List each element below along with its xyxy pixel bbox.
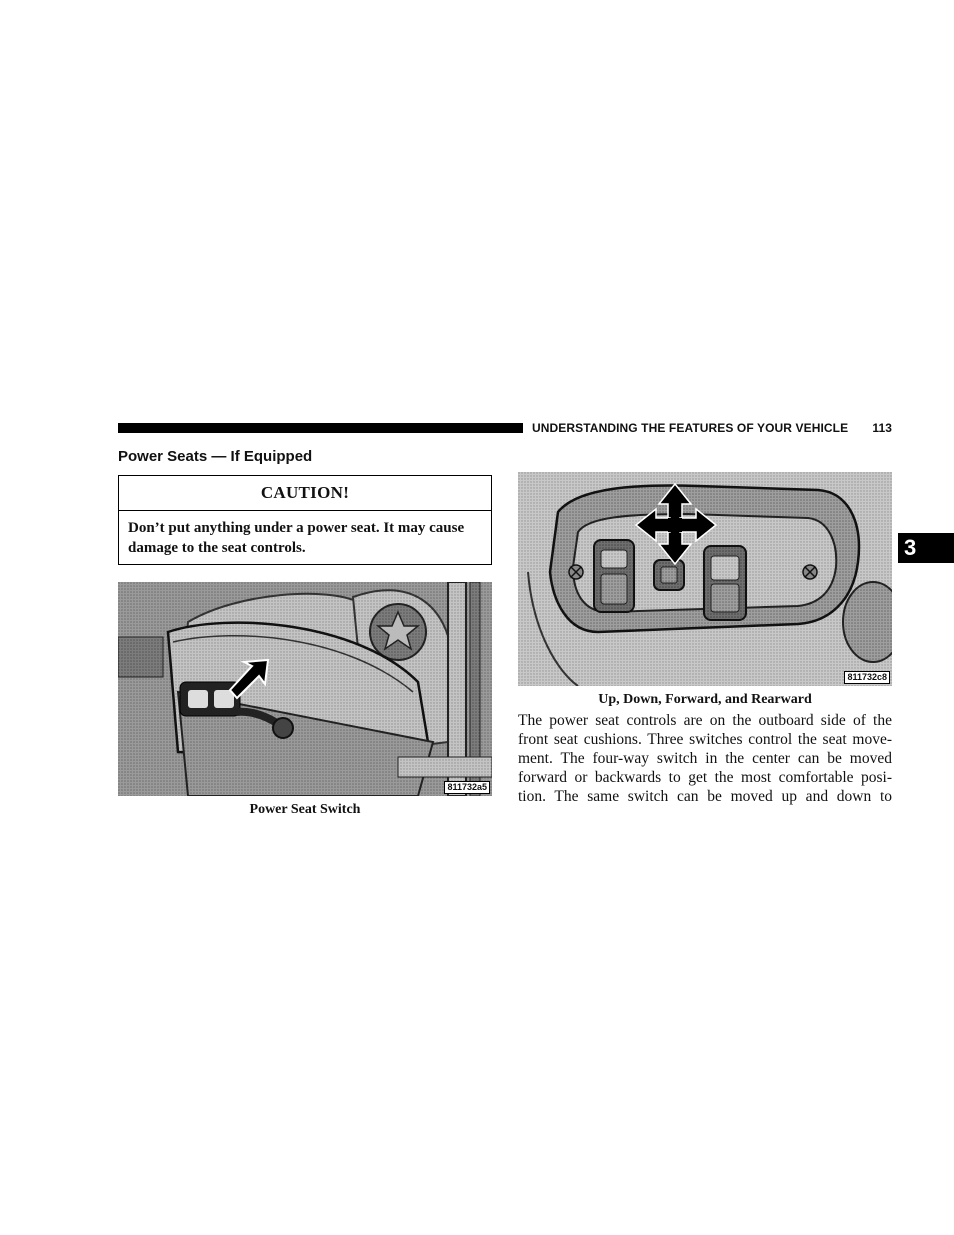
header-rule	[118, 423, 523, 433]
body-line: forward or backwards to get the most comfortable posi-	[518, 769, 892, 786]
body-line: The power seat controls are on the outboard side of the	[518, 712, 892, 729]
page-number: 113	[872, 421, 892, 435]
chapter-tab: 3	[898, 533, 954, 563]
figure-caption-left: Power Seat Switch	[249, 802, 361, 817]
caution-text: Don’t put anything under a power seat. It may cause damage to the seat controls.	[128, 520, 465, 556]
switch-panel-figure	[518, 472, 892, 686]
body-line: ment. The four-way switch in the center can be moved	[518, 750, 892, 767]
running-title: UNDERSTANDING THE FEATURES OF YOUR VEHICLE	[532, 421, 849, 435]
running-header	[532, 420, 892, 436]
body-line: tion. The same switch can be moved up and down to	[518, 788, 892, 805]
seat-illustration	[118, 582, 492, 796]
figure-code-left: 811732a5	[444, 781, 490, 794]
figure-caption-right: Up, Down, Forward, and Rearward	[598, 692, 812, 707]
caution-box	[118, 475, 492, 565]
body-paragraph	[518, 711, 892, 806]
switch-panel-illustration	[518, 472, 892, 686]
section-title: Power Seats — If Equipped	[118, 448, 313, 465]
power-seat-switch-figure	[118, 582, 492, 796]
figure-code-right: 811732c8	[844, 671, 890, 684]
body-line: front seat cushions. Three switches control the seat move-	[518, 731, 892, 748]
caution-heading: CAUTION!	[119, 476, 491, 511]
